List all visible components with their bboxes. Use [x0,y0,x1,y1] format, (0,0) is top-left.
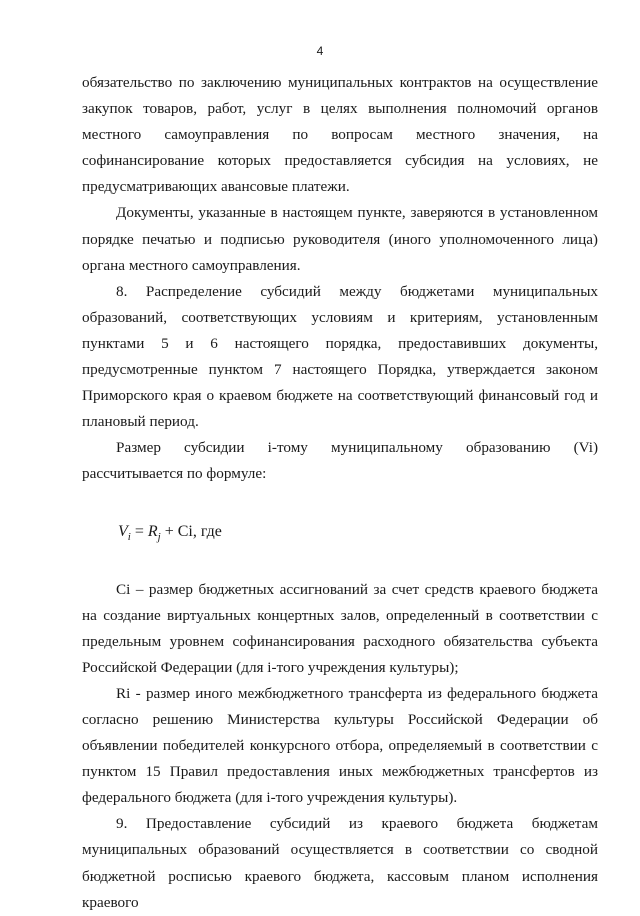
formula [118,519,598,577]
formula-plus-term: + Ci [160,522,193,540]
paragraph-obligation: обязательство по заключению муниципальных контрактов на осуществление закупок товаров, работ, услуг в целях выполнения полномочий органов местного самоуправления по вопросам местного значения, на софинансирование которых предоставляется субсидия на условиях, не предусматривающих авансовые платежи. [82,74,598,196]
paragraph-documents-certified: Документы, указанные в настоящем пункте, заверяются в установленном порядке печатью и подписью руководителя (иного уполномоченного лица) органа местного самоуправления. [82,204,598,274]
paragraph-ri-definition: Ri - размер иного межбюджетного трансферта из федерального бюджета согласно решению Министерства культуры Российской Федерации об объявлении победителей конкурсного отбора, определяемый в соответствии с пунктом 15 Правил предоставления иных межбюджетных трансфертов из федерального бюджета (для i-того учреждения культуры). [82,684,598,807]
paragraph-subsidy-size: Размер субсидии i-тому муниципальному образованию (Vi) рассчитывается по формуле: [82,439,598,483]
formula-lhs-var: V [118,522,128,540]
formula-lhs-sub: i [127,530,131,543]
paragraph-9-provision: 9. Предоставление субсидий из краевого бюджета бюджетам муниципальных образований осуществляется в соответствии со сводной бюджетной росписью краевого бюджета, кассовым планом исполнения краевого [82,815,598,911]
formula-r-sub: j [157,530,161,543]
page-number: 4 [316,44,324,58]
formula-equals: = [130,522,148,540]
formula-tail: , где [192,522,222,540]
paragraph-8-distribution: 8. Распределение субсидий между бюджетами муниципальных образований, соответствующих условиям и критериям, установленным пунктами 5 и 6 настоящего порядка, предоставивших документы, предусмотренные пунктом 7 настоящего Порядка, утверждается законом Приморского края о краевом бюджете на соответствующий финансовый год и плановый период. [82,282,598,431]
formula-r-var: R [147,522,158,540]
paragraph-ci-definition: Ci – размер бюджетных ассигнований за счет средств краевого бюджета на создание виртуальных концертных залов, определенный в соответствии с предельным уровнем софинансирования расходного обязательства субъекта Российской Федерации (для i-того учреждения культуры); [82,580,598,676]
document-body [82,70,598,916]
